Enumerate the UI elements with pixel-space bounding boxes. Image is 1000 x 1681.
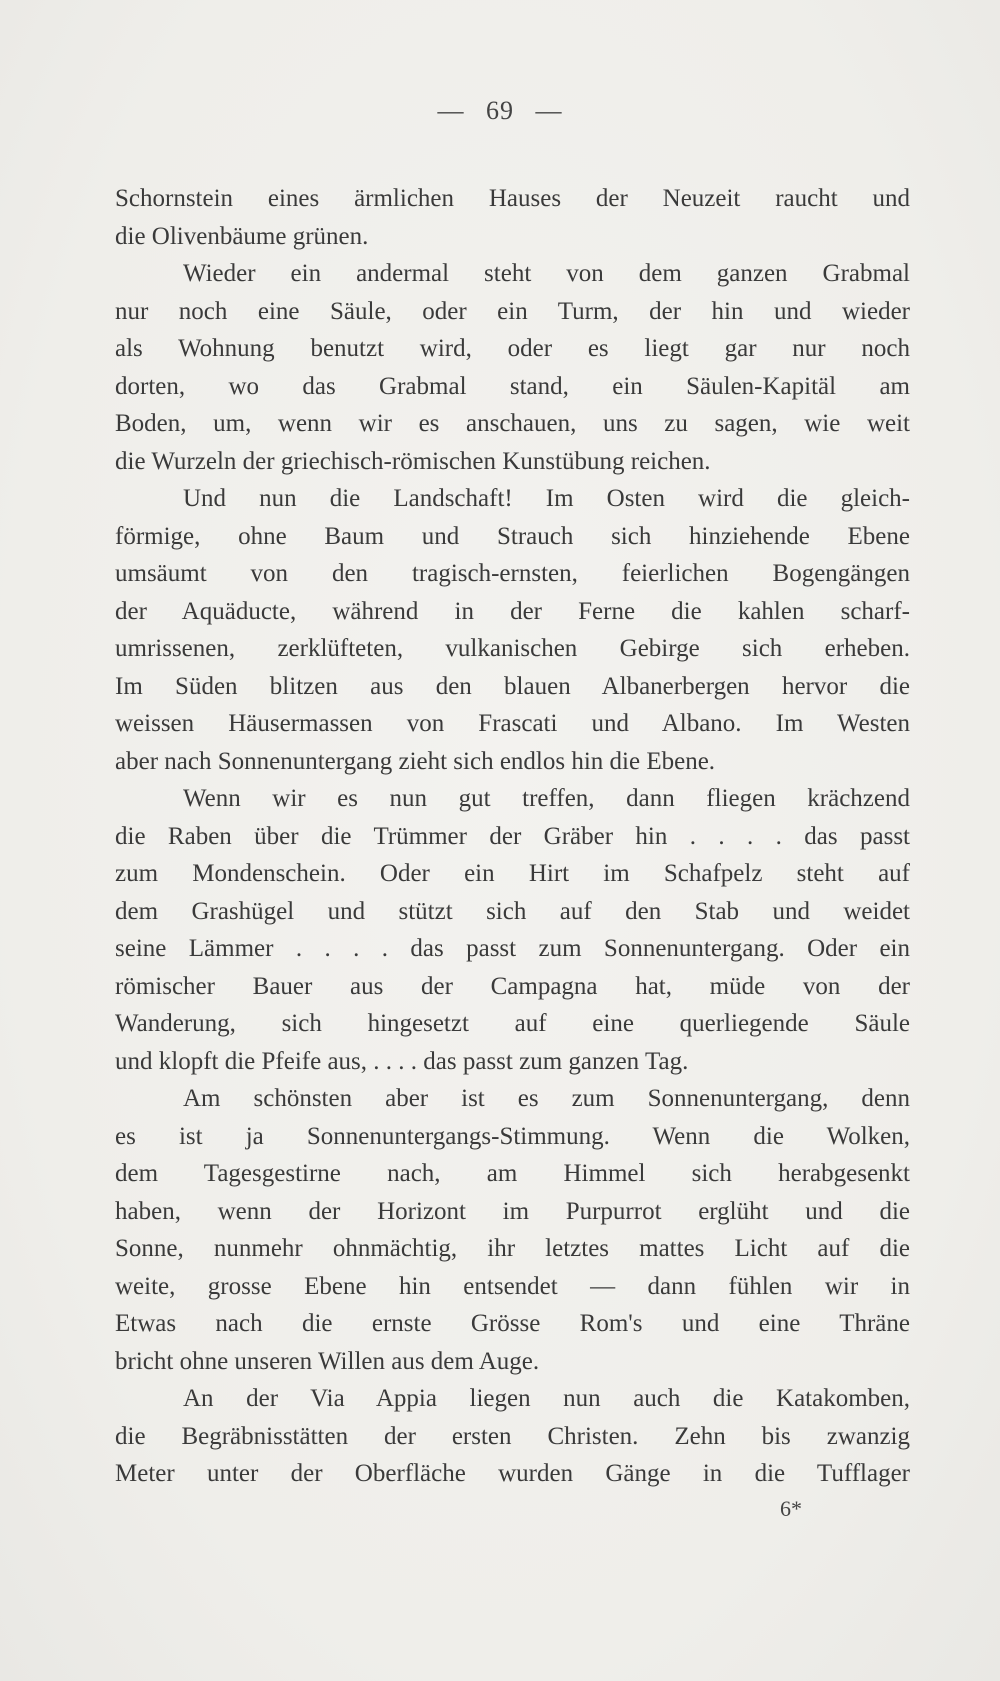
text-line: die Olivenbäume grünen. (115, 222, 369, 250)
text-line: weite, grosse Ebene hin entsendet — dann fühlen wir in (115, 1272, 910, 1300)
text-line: dem Tagesgestirne nach, am Himmel sich herabgesenkt (115, 1160, 910, 1187)
text-line: bricht ohne unseren Willen aus dem Auge. (115, 1347, 540, 1375)
text-line: Etwas nach die ernste Grösse Rom's und eine Thräne (115, 1310, 910, 1337)
text-line: Im Süden blitzen aus den blauen Albanerbergen hervor die (115, 672, 910, 700)
text-line: An der Via Appia liegen nun auch die Katakomben, (183, 1385, 910, 1412)
text-line: aber nach Sonnenuntergang zieht sich endlos hin die Ebene. (115, 747, 716, 775)
text-line: Wieder ein andermal steht von dem ganzen Grabmal (183, 260, 910, 287)
text-line: Wanderung, sich hingesetzt auf eine querliegende Säule (115, 1010, 910, 1037)
text-line: umrissenen, zerklüfteten, vulkanischen Gebirge sich erheben. (115, 635, 910, 662)
text-line: zum Mondenschein. Oder ein Hirt im Schafpelz steht auf (115, 860, 910, 887)
text-line: Und nun die Landschaft! Im Osten wird die gleich- (183, 485, 910, 512)
body-text (115, 180, 910, 1493)
text-line: nur noch eine Säule, oder ein Turm, der hin und wieder (115, 297, 910, 325)
text-line: haben, wenn der Horizont im Purpurrot erglüht und die (115, 1197, 910, 1225)
text-line: es ist ja Sonnenuntergangs-Stimmung. Wenn die Wolken, (115, 1122, 910, 1150)
text-line: Am schönsten aber ist es zum Sonnenuntergang, denn (183, 1085, 910, 1112)
text-line: und klopft die Pfeife aus, . . . . das passt zum ganzen Tag. (115, 1047, 689, 1075)
text-line: die Begräbnisstätten der ersten Christen. Zehn bis zwanzig (115, 1422, 910, 1450)
text-line: Sonne, nunmehr ohnmächtig, ihr letztes mattes Licht auf die (115, 1235, 910, 1262)
text-line: römischer Bauer aus der Campagna hat, müde von der (115, 972, 910, 1000)
text-line: Meter unter der Oberfläche wurden Gänge in die Tufflager (115, 1460, 910, 1487)
text-line: seine Lämmer . . . . das passt zum Sonnenuntergang. Oder ein (115, 935, 910, 962)
header-dash-right: — (535, 96, 563, 125)
text-line: die Raben über die Trümmer der Gräber hin . . . . das passt (115, 822, 910, 850)
text-line: der Aquäducte, während in der Ferne die kahlen scharf- (115, 597, 910, 625)
text-line: umsäumt von den tragisch-ernsten, feierlichen Bogengängen (115, 560, 910, 587)
text-line: die Wurzeln der griechisch-römischen Kunstübung reichen. (115, 447, 711, 475)
page-number: 69 (486, 96, 514, 125)
text-line: dorten, wo das Grabmal stand, ein Säulen-Kapitäl am (115, 372, 910, 400)
text-line: förmige, ohne Baum und Strauch sich hinziehende Ebene (115, 522, 910, 550)
text-line: Wenn wir es nun gut treffen, dann fliegen krächzend (183, 785, 910, 812)
text-line: als Wohnung benutzt wird, oder es liegt gar nur noch (115, 335, 910, 362)
signature-mark: 6* (780, 1496, 802, 1521)
text-line: dem Grashügel und stützt sich auf den Stab und weidet (115, 897, 910, 925)
text-line: Schornstein eines ärmlichen Hauses der Neuzeit raucht und (115, 185, 910, 212)
text-line: weissen Häusermassen von Frascati und Albano. Im Westen (115, 710, 910, 737)
page-header (0, 96, 1000, 126)
text-line: Boden, um, wenn wir es anschauen, uns zu sagen, wie weit (115, 410, 910, 437)
header-dash-left: — (437, 96, 465, 125)
